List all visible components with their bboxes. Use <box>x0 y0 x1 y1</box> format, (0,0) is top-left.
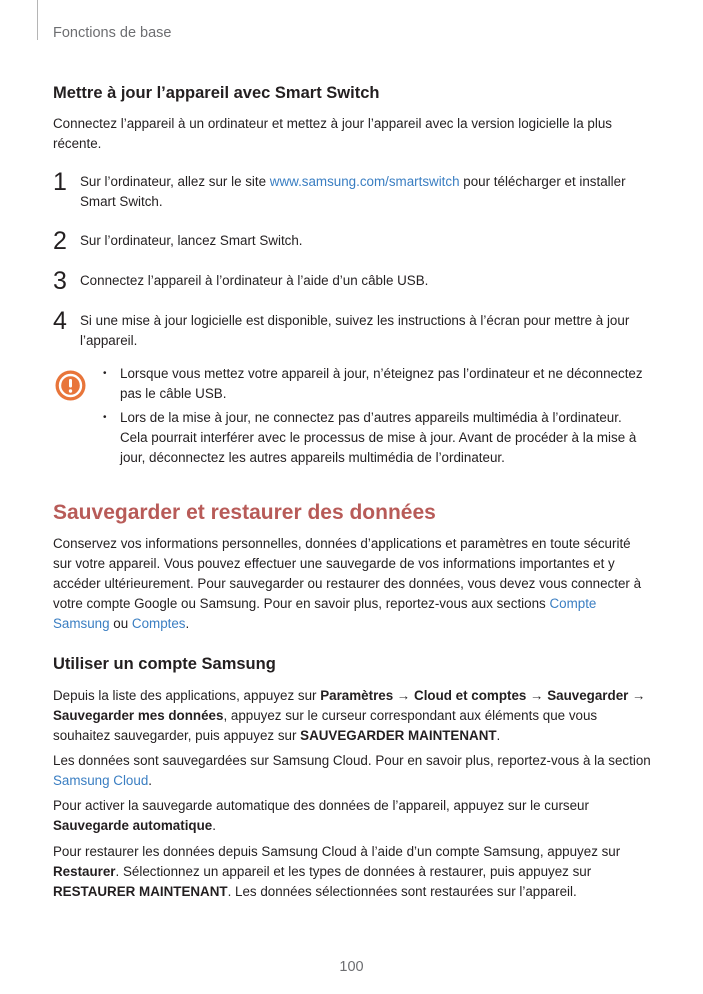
comptes-link[interactable]: Comptes <box>131 616 186 631</box>
bullet-dot: • <box>103 368 107 379</box>
compte-samsung-link[interactable]: Compte Samsung <box>53 596 597 631</box>
step-number: 4 <box>53 307 67 335</box>
caution-bullet <box>103 364 648 404</box>
caution-icon <box>55 370 86 401</box>
samsung-account-heading: Utiliser un compte Samsung <box>53 655 276 673</box>
backup-heading: Sauvegarder et restaurer des données <box>53 501 436 524</box>
step-text: Connectez l’appareil à l’ordinateur à l’aide d’un câble USB. <box>80 273 429 288</box>
section-header: Fonctions de base <box>53 25 172 41</box>
step-text: Sur l’ordinateur, lancez Smart Switch. <box>80 233 303 248</box>
caution-text: Lorsque vous mettez votre appareil à jour, n’éteignez pas l’ordinateur et ne déconnectez pas le câble USB. <box>120 366 643 401</box>
auto-backup-paragraph: Pour activer la sauvegarde automatique des données de l’appareil, appuyez sur le curseur Sauvegarde automatique. <box>53 798 589 833</box>
samsung-instructions: Depuis la liste des applications, appuyez sur Paramètres → Cloud et comptes → Sauvegarder → Sauvegarder mes données, appuyez sur le curseur correspondant aux éléments que vous souhaitez sauvegarder, puis appuyez sur SAUVEGARDER MAINTENANT. <box>53 688 646 743</box>
step-text: Sur l’ordinateur, allez sur le site www.samsung.com/smartswitch pour télécharger et installer Smart Switch. <box>80 174 626 209</box>
samsung-cloud-link[interactable]: Samsung Cloud <box>53 773 149 788</box>
backup-intro: Conservez vos informations personnelles, données d’applications et paramètres en toute sécurité sur votre appareil. Vous pouvez effectuer une sauvegarde de vos informations importantes et y accéder ultérieurement. Pour sauvegarder ou restaurer des données, vous devez vous connecter à votre compte Google ou Samsung. Pour en savoir plus, reportez-vous aux sections Compte Samsung ou Comptes. <box>53 536 642 631</box>
step-number: 2 <box>53 227 67 255</box>
margin-rule <box>37 0 38 40</box>
smartswitch-intro: Connectez l’appareil à un ordinateur et mettez à jour l’appareil avec la version logicielle la plus récente. <box>53 116 613 151</box>
step-number: 3 <box>53 267 67 295</box>
caution-bullet <box>103 408 648 468</box>
step-text: Si une mise à jour logicielle est disponible, suivez les instructions à l’écran pour mettre à jour l’appareil. <box>80 313 630 348</box>
restore-paragraph: Pour restaurer les données depuis Samsung Cloud à l’aide d’un compte Samsung, appuyez sur Restaurer. Sélectionnez un appareil et les types de données à restaurer, puis appuyez sur RESTAURER MAINTENANT. Les données sélectionnées sont restaurées sur l’appareil. <box>53 844 621 899</box>
caution-text: Lors de la mise à jour, ne connectez pas d’autres appareils multimédia à l’ordinateur. Cela pourrait interférer avec le processus de mise à jour. Avant de procéder à la mise à jour, déconnectez les autres appareils multimédia de l’ordinateur. <box>120 410 637 465</box>
samsung-cloud-paragraph: Les données sont sauvegardées sur Samsung Cloud. Pour en savoir plus, reportez-vous à la section Samsung Cloud. <box>53 753 651 788</box>
smartswitch-link[interactable]: www.samsung.com/smartswitch <box>269 174 460 189</box>
page-number: 100 <box>339 959 364 975</box>
bullet-dot: • <box>103 412 107 423</box>
step-number: 1 <box>53 168 67 196</box>
smartswitch-heading: Mettre à jour l’appareil avec Smart Switch <box>53 84 380 102</box>
